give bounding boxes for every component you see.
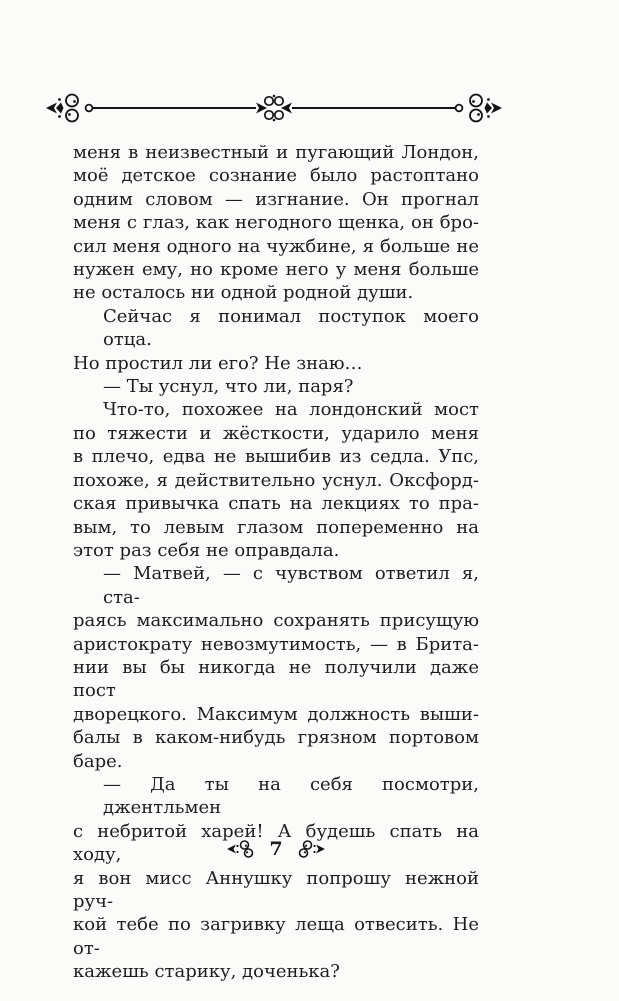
text-line: аристократу невозмутимость, — в Брита- bbox=[73, 633, 479, 655]
text-line: вым, то левым глазом попеременно на bbox=[73, 516, 479, 538]
text-line: я вон мисс Аннушку попрошу нежной руч- bbox=[73, 867, 479, 912]
text-line: дворецкого. Максимум должность выши- bbox=[73, 703, 479, 725]
text-line: по тяжести и жёсткости, ударило меня bbox=[73, 422, 479, 444]
paragraph bbox=[73, 375, 479, 398]
paragraph bbox=[73, 773, 479, 984]
text-line: баре. bbox=[73, 750, 123, 772]
page-number: 7 bbox=[269, 838, 283, 860]
text-line: в плечо, едва не вышибив из седла. Упс, bbox=[73, 446, 479, 468]
text-line: похоже, я действительно уснул. Оксфорд- bbox=[73, 469, 479, 491]
text-line: — Да ты на себя посмотри, джентльмен bbox=[103, 773, 479, 819]
text-line: раясь максимально сохранять присущую bbox=[73, 610, 479, 632]
text-line: Но простил ли его? Не знаю… bbox=[73, 352, 363, 374]
text-line: балы в каком-нибудь грязном портовом bbox=[73, 727, 479, 749]
text-line: не осталось ни одной родной души. bbox=[73, 282, 414, 304]
paragraph bbox=[73, 562, 479, 773]
text-line: с небритой харей! А будешь спать на ходу, bbox=[73, 820, 479, 866]
paragraph bbox=[73, 398, 479, 562]
text-line: кой тебе по загривку леща отвесить. Не от- bbox=[73, 914, 479, 959]
text-line: кажешь старику, доченька? bbox=[73, 961, 340, 983]
text-line: — Ты уснул, что ли, паря? bbox=[103, 376, 354, 398]
header-flourish-divider-icon bbox=[45, 90, 503, 126]
text-line: — Матвей, — с чувством ответил я, ста- bbox=[103, 563, 479, 608]
text-line: сил меня одного на чужбине, я больше не bbox=[73, 235, 479, 257]
footer-fleuron-right-icon bbox=[297, 839, 325, 859]
text-line: моё детское сознание было растоптано bbox=[73, 165, 479, 187]
text-line: меня с глаз, как негодного щенка, он бро- bbox=[73, 212, 479, 234]
text-line: этот раз себя не оправдала. bbox=[73, 539, 340, 561]
text-line: ская привычка спать на лекциях то пра- bbox=[73, 493, 479, 515]
text-line: одним словом — изгнание. Он прогнал bbox=[73, 188, 479, 210]
text-line: меня в неизвестный и пугающий Лондон, bbox=[73, 142, 479, 163]
text-line: нужен ему, но кроме него у меня больше bbox=[73, 259, 479, 281]
paragraph bbox=[73, 305, 479, 375]
text-line: Сейчас я понимал поступок моего отца. bbox=[103, 305, 479, 351]
paragraph bbox=[73, 141, 479, 305]
page-footer bbox=[73, 839, 479, 859]
footer-fleuron-left-icon bbox=[227, 839, 255, 859]
text-line: нии вы бы никогда не получили даже пост bbox=[73, 656, 479, 702]
text-line: Что-то, похожее на лондонский мост bbox=[103, 399, 479, 421]
